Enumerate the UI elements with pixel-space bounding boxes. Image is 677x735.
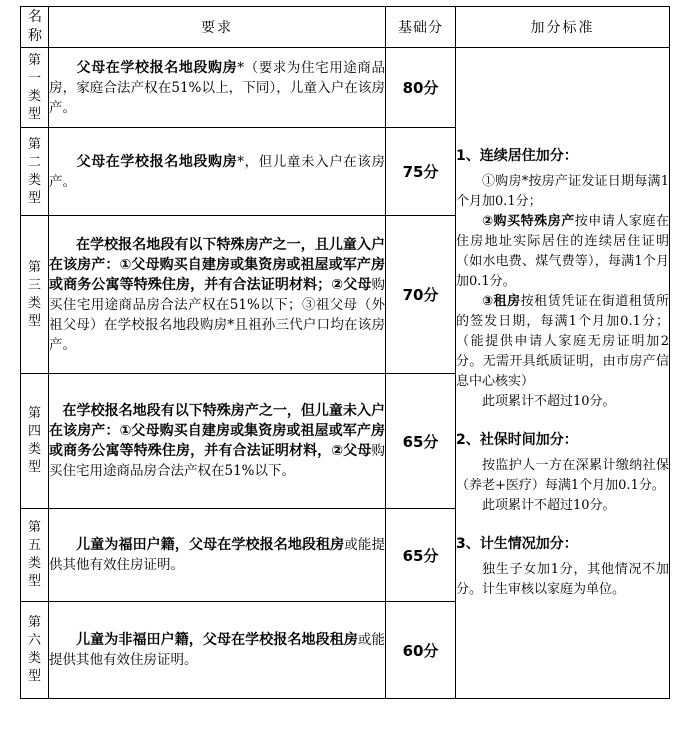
requirement-cell [49, 509, 386, 602]
header-name: 名称 [21, 7, 49, 48]
category-cell [21, 128, 49, 216]
requirement-text: *，但儿童未入户在该房产。 [49, 153, 386, 190]
admission-points-table [20, 6, 670, 699]
bonus-rental [456, 292, 669, 392]
requirement-text: 购买住宅用途商品房合法产权在51%以下；③祖父母（外祖父母）在学校报名地段购房*且祖孙三代户口均在该房产。 [49, 276, 385, 353]
requirement-cell [49, 216, 386, 374]
bonus-special-property [456, 212, 669, 292]
bonus-rental-text: 按租赁凭证在街道租赁所的签发日期，每满1个月加0.1分；（能提供申请人家庭无房证明加2分。无需开具纸质证明，由市房产信息中心核实） [456, 294, 669, 389]
requirement-cell [49, 602, 386, 699]
requirement-bold: 儿童为福田户籍，父母在学校报名地段租房 [76, 537, 345, 553]
bonus-section-1-cap: 此项累计不超过10分。 [482, 394, 616, 409]
score-cell: 80分 [386, 48, 456, 128]
table-row [21, 48, 670, 128]
requirement-cell [49, 128, 386, 216]
bonus-section-2-title: 2、社保时间加分： [456, 432, 578, 448]
header-requirement: 要求 [49, 7, 386, 48]
requirement-bold: 在学校报名地段有以下特殊房产之一，但儿童未入户在该房产：①父母购买自建房或集资房或祖屋或军产房或商务公寓等特殊住房，并有合法证明材料，②父母 [49, 403, 385, 459]
score-cell: 60分 [386, 602, 456, 699]
header-row [21, 7, 670, 48]
requirement-bold: 父母在学校报名地段购房 [76, 153, 238, 170]
bonus-section-2-cap: 此项累计不超过10分。 [482, 498, 616, 513]
score-cell: 65分 [386, 509, 456, 602]
requirement-bold: 儿童为非福田户籍，父母在学校报名地段租房 [76, 632, 358, 648]
bonus-cell [456, 48, 670, 699]
category-cell [21, 216, 49, 374]
bonus-purchase: ①购房*按房产证发证日期每满1个月加0.1分； [456, 174, 669, 209]
category-label: 第二类型 [27, 136, 41, 206]
requirement-bold: 在学校报名地段有以下特殊房产之一，且儿童入户在该房产：①父母购买自建房或集资房或祖屋或军产房或商务公寓等特殊住房，并有合法证明材料；②父母 [49, 236, 385, 293]
category-cell [21, 509, 49, 602]
bonus-family-planning: 独生子女加1分，其他情况不加分。计生审核以家庭为单位。 [456, 562, 669, 597]
category-label: 第一类型 [27, 52, 41, 122]
requirement-text: 或能提供其他有效住房证明。 [49, 632, 386, 668]
category-label: 第五类型 [27, 520, 41, 589]
requirement-text: 或能提供其他有效住房证明。 [49, 537, 386, 573]
score-cell: 75分 [386, 128, 456, 216]
header-bonus-standard: 加分标准 [456, 7, 670, 48]
category-label: 第六类型 [27, 615, 41, 684]
bonus-section-3-title: 3、计生情况加分： [456, 536, 578, 552]
requirement-cell [49, 48, 386, 128]
score-cell: 70分 [386, 216, 456, 374]
requirement-bold: 父母在学校报名地段购房 [76, 59, 238, 76]
bonus-rental-bold: ③租房 [482, 294, 521, 309]
category-cell [21, 374, 49, 509]
score-cell: 65分 [386, 374, 456, 509]
category-cell [21, 48, 49, 128]
header-base-score: 基础分 [386, 7, 456, 48]
requirement-text: 购买住宅用途商品房合法产权在51%以下。 [49, 443, 385, 479]
category-label: 第三类型 [27, 259, 41, 329]
bonus-special-property-text: 按申请人家庭在住房地址实际居住的连续居住证明（如水电费、煤气费等），每满1个月加0.1分。 [456, 214, 669, 289]
bonus-special-property-bold: ②购买特殊房产 [482, 214, 575, 229]
requirement-text: *（要求为住宅用途商品房，家庭合法产权在51%以上，下同），儿童入户在该房产。 [49, 59, 386, 116]
bonus-section-1-title: 1、连续居住加分： [456, 148, 578, 164]
requirement-cell [49, 374, 386, 509]
category-cell [21, 602, 49, 699]
category-label: 第四类型 [27, 406, 41, 475]
bonus-social-security: 按监护人一方在深累计缴纳社保（养老+医疗）每满1个月加0.1分。 [456, 458, 669, 493]
